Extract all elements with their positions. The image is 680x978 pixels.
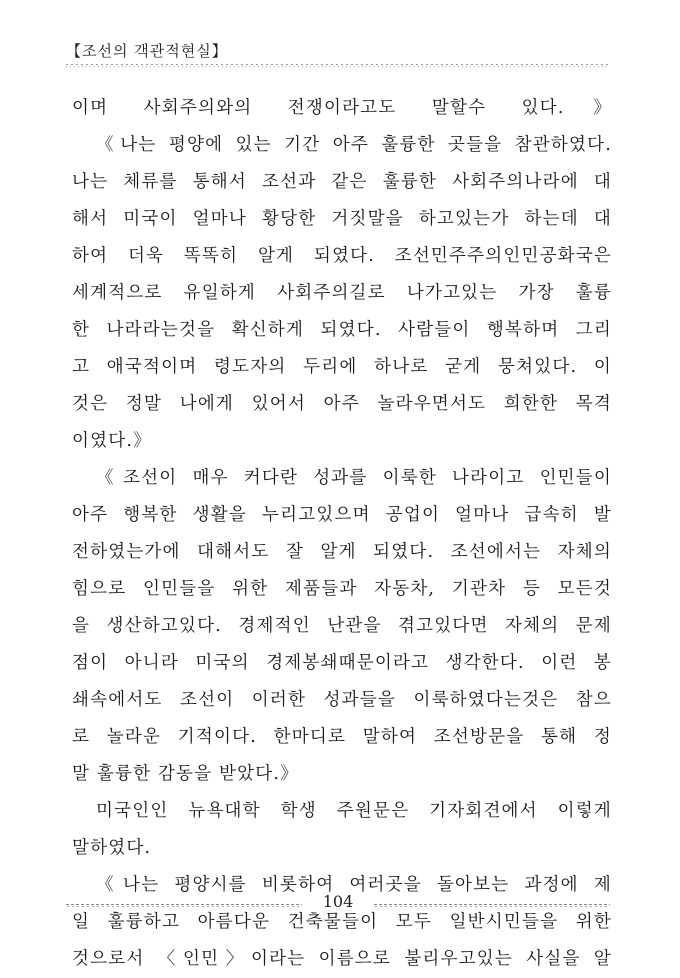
text-line: 전하였는가에 대해서도 잘 알게 되였다. 조선에서는 자체의 bbox=[72, 542, 612, 562]
header-divider bbox=[66, 63, 610, 68]
text-line: 말 훌륭한 감동을 받았다.》 bbox=[72, 764, 299, 784]
text-line: 말하였다. bbox=[72, 838, 152, 858]
running-header: 【조선의 객관적현실】 bbox=[66, 42, 228, 60]
text-line: 일 훌륭하고 아름다운 건축물들이 모두 일반시민들을 위한 bbox=[72, 912, 612, 932]
text-line: 《나는 평양시를 비롯하여 여러곳을 돌아보는 과정에 제 bbox=[96, 875, 612, 895]
text-line: 《나는 평양에 있는 기간 아주 훌륭한 곳들을 참관하였다. bbox=[96, 135, 612, 155]
text-line: 것은 정말 나에게 있어서 아주 놀라우면서도 희한한 목격 bbox=[72, 394, 612, 414]
text-line: 점이 아니라 미국의 경제봉쇄때문이라고 생각한다. 이런 봉 bbox=[72, 653, 612, 673]
text-line: 한 나라라는것을 확신하게 되였다. 사람들이 행복하며 그리 bbox=[72, 320, 612, 340]
text-line: 을 생산하고있다. 경제적인 난관을 겪고있다면 자체의 문제 bbox=[72, 616, 612, 636]
text-line: 《조선이 매우 커다란 성과를 이룩한 나라이고 인민들이 bbox=[96, 468, 612, 488]
text-line: 고 애국적이며 령도자의 두리에 하나로 굳게 뭉쳐있다. 이 bbox=[72, 357, 612, 377]
footer-ornament-right bbox=[374, 902, 610, 908]
page-number: 104 bbox=[322, 892, 354, 911]
text-line: 아주 행복한 생활을 누리고있으며 공업이 얼마나 급속히 발 bbox=[72, 505, 612, 525]
text-line: 것으로서 〈인민〉이라는 이름으로 불리우고있는 사실을 알 bbox=[72, 949, 612, 969]
text-line: 미국인인 뉴욕대학 학생 주원문은 기자회견에서 이렇게 bbox=[96, 801, 612, 821]
text-line: 나는 체류를 통해서 조선과 같은 훌륭한 사회주의나라에 대 bbox=[72, 172, 612, 192]
text-line: 힘으로 인민들을 위한 제품들과 자동차, 기관차 등 모든것 bbox=[72, 579, 612, 599]
text-line: 로 놀라운 기적이다. 한마디로 말하여 조선방문을 통해 정 bbox=[72, 727, 612, 747]
body-text bbox=[72, 90, 612, 978]
text-line: 하여 더욱 똑똑히 알게 되였다. 조선민주주의인민공화국은 bbox=[72, 246, 612, 266]
text-line: 쇄속에서도 조선이 이러한 성과들을 이룩하였다는것은 참으 bbox=[72, 690, 612, 710]
text-line: 해서 미국이 얼마나 황당한 거짓말을 하고있는가 하는데 대 bbox=[72, 209, 612, 229]
page-footer bbox=[66, 892, 610, 916]
text-line: 이며 사회주의와의 전쟁이라고도 말할수 있다.》 bbox=[72, 98, 612, 118]
text-line: 세계적으로 유일하게 사회주의길로 나가고있는 가장 훌륭 bbox=[72, 283, 612, 303]
text-line: 이였다.》 bbox=[72, 431, 152, 451]
